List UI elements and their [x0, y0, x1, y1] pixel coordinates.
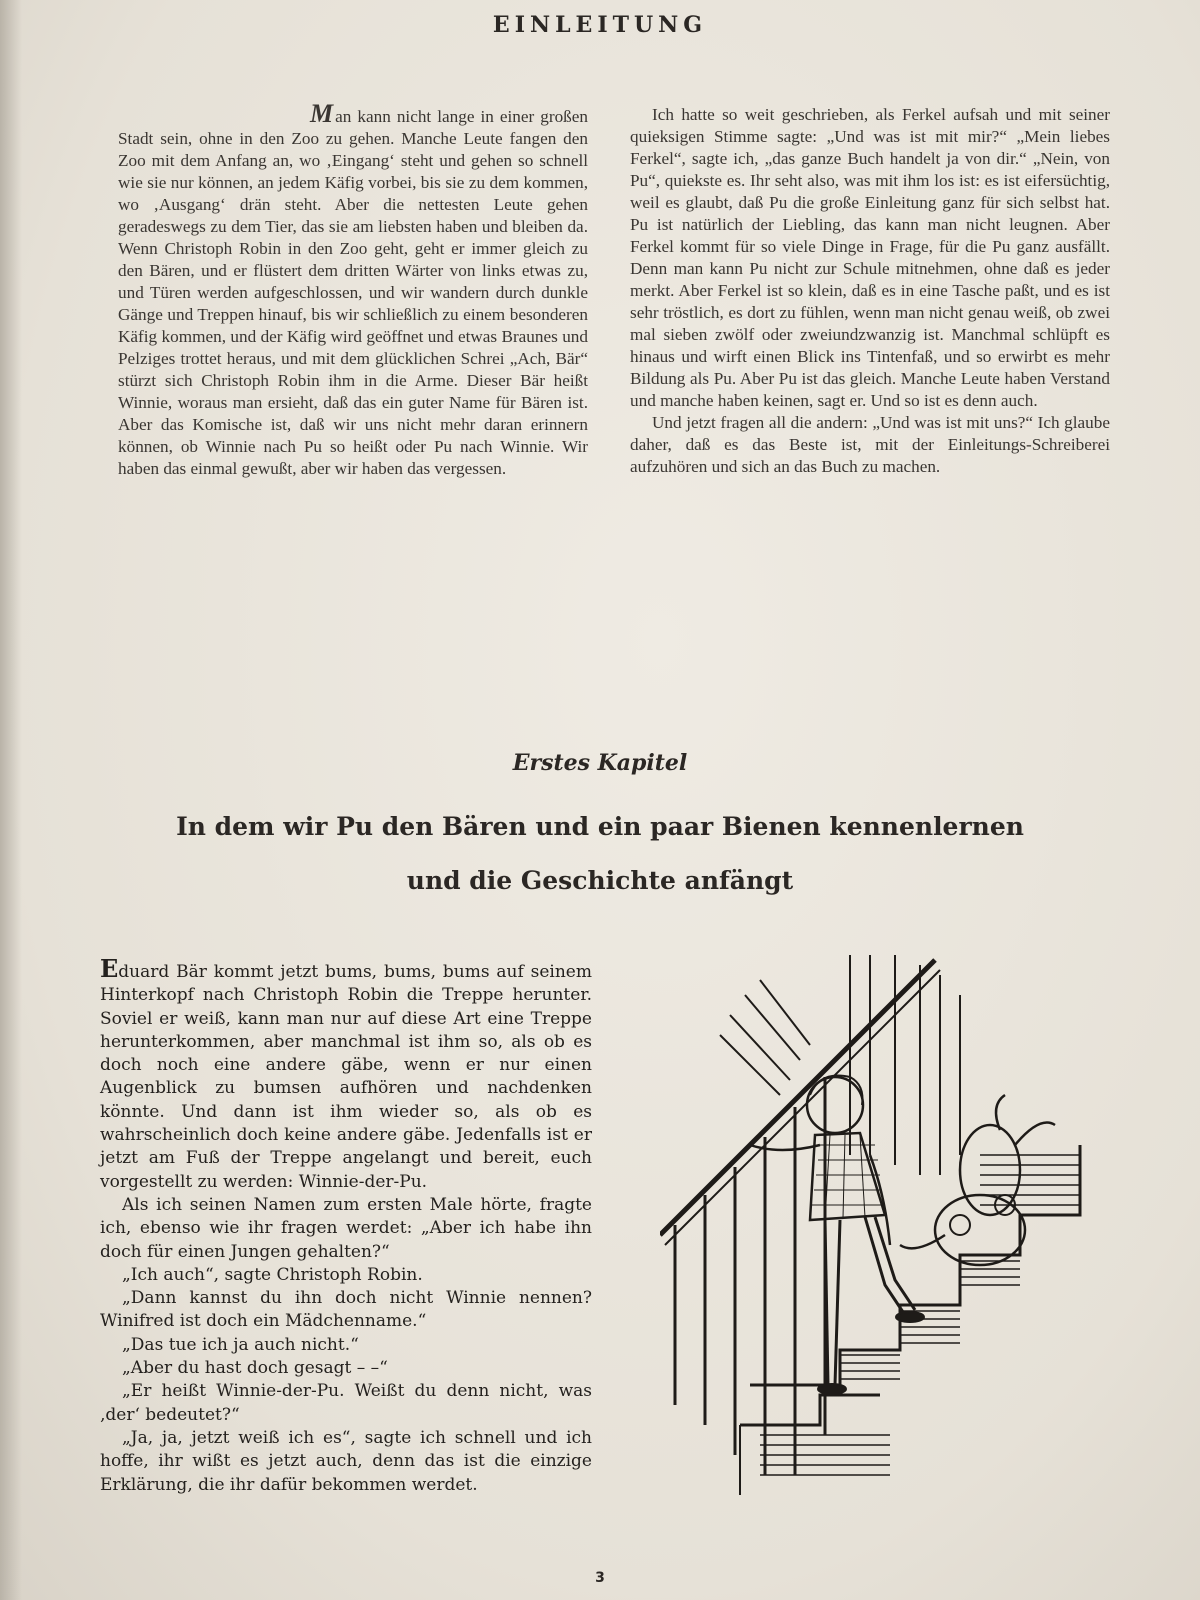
staircase-boy-bear-illustration: [660, 955, 1110, 1515]
chapter-paragraph: „Das tue ich ja auch nicht.“: [122, 1334, 359, 1355]
chapter-title-line: und die Geschichte anfängt: [406, 866, 794, 895]
chapter-paragraph: „Er heißt Winnie-der-Pu. Weißt du denn nicht, was ‚der‘ bedeutet?“: [100, 1381, 592, 1425]
intro-paragraph: Und jetzt fragen all die andern: „Und was ist mit uns?“ Ich glaube daher, daß es das Beste ist, mit der Einleitungs-Schreiberei aufzuhören und sich an das Buch zu machen.: [630, 413, 1110, 476]
chapter-paragraph: [100, 954, 592, 1194]
intro-paragraph: [118, 99, 588, 480]
chapter-label: Erstes Kapitel: [512, 750, 688, 776]
chapter-paragraph-text: duard Bär kommt jetzt bums, bums, bums auf seinem Hinterkopf nach Christoph Robin die Treppe herunter. Soviel er weiß, kann man nur auf diese Art eine Treppe herunterkommen, aber manchmal ist ihm so, als ob es doch noch eine andere gäbe, wenn er nur einen Augenblick zu bumsen aufhören und nachdenken könnte. Und dann ist ihm wieder so, als ob es wahrscheinlich doch keine andere gäbe. Jedenfalls ist er jetzt am Fuß der Treppe angelangt und bereit, euch vorgestellt zu werden: Winnie-der-Pu.: [100, 962, 592, 1192]
intro-column-right: [630, 104, 1110, 478]
chapter-text: [100, 954, 592, 1497]
page-edge-shadow: [0, 0, 22, 1600]
page-number: 3: [595, 1570, 605, 1586]
intro-text: an kann nicht lange in einer großen Stadt sein, ohne in den Zoo zu gehen. Manche Leute fangen den Zoo mit dem Anfang an, wo ‚Eingang‘ steht und gehen so schnell wie sie nur können, an jedem Käfig vorbei, bis sie zu dem kommen, wo ‚Ausgang‘ drän steht. Aber die nettesten Leute gehen geradeswegs zu dem Tier, das sie am liebsten haben und bleiben da. Wenn Christoph Robin in den Zoo geht, geht er immer gleich zu den Bären, und er flüstert dem dritten Wärter von links etwas zu, und Türen werden aufgeschlossen, und wir wandern durch dunkle Gänge und Treppen hinauf, bis wir schließlich zu einem besonderen Käfig kommen, und der Käfig wird geöffnet und etwas Braunes und Pelziges trottet heraus, und mit dem glücklichen Schrei „Ach, Bär“ stürzt sich Christoph Robin ihm in die Arme. Dieser Bär heißt Winnie, woraus man ersieht, daß das ein guter Name für Bären ist. Aber das Komische ist, daß wir uns nicht mehr daran erinnern können, ob Winnie nach Pu so heißt oder Pu nach Winnie. Wir haben das einmal gewußt, aber wir haben das vergessen.: [118, 107, 588, 478]
intro-paragraph: Ich hatte so weit geschrieben, als Ferkel aufsah und mit seiner quieksigen Stimme sagte: „Und was ist mit mir?“ „Mein liebes Ferkel“, sagte ich, „das ganze Buch handelt ja von dir.“ „Nein, von Pu“, quiekste es. Ihr seht also, was mit ihm los ist: es ist eifersüchtig, weil es glaubt, daß Pu die große Einleitung ganz für sich selbst hat. Pu ist natürlich der Liebling, das kann man nicht leugnen. Aber Ferkel kommt für so viele Dinge in Frage, für die Pu ganz ausfällt. Denn man kann Pu nicht zur Schule mitnehmen, ohne daß es jeder merkt. Aber Ferkel ist so klein, daß es in eine Tasche paßt, und es ist sehr tröstlich, es dort zu fühlen, wenn man nicht genau weiß, ob zwei mal sieben zwölf oder zweiundzwanzig ist. Manchmal schlüpft es hinaus und wirft einen Blick ins Tintenfaß, und so erwirbt es mehr Bildung als Pu. Aber Pu ist das gleich. Manche Leute haben Verstand und manche haben keinen, sagt er. Und so ist es denn auch.: [630, 105, 1110, 410]
intro-column-left: [118, 99, 588, 480]
chapter-paragraph: „Dann kannst du ihn doch nicht Winnie nennen? Winifred ist doch ein Mädchenname.“: [100, 1288, 592, 1332]
chapter-paragraph: „Ich auch“, sagte Christoph Robin.: [122, 1264, 423, 1285]
drop-cap: E: [100, 954, 119, 983]
chapter-paragraph: „Ja, ja, jetzt weiß ich es“, sagte ich schnell und ich hoffe, ihr wißt es jetzt auch, denn das ist die einzige Erklärung, die ihr dafür bekommen werdet.: [100, 1427, 592, 1495]
chapter-title: [100, 800, 1100, 908]
chapter-paragraph: „Aber du hast doch gesagt – –“: [122, 1358, 388, 1379]
chapter-paragraph: Als ich seinen Namen zum ersten Male hörte, fragte ich, ebenso wie ihr fragen werdet: „Aber ich habe ihn doch für einen Jungen gehalten?“: [100, 1194, 592, 1262]
chapter-title-line: In dem wir Pu den Bären und ein paar Bienen kennenlernen: [176, 812, 1024, 841]
drop-cap: M: [310, 99, 334, 128]
running-head: EINLEITUNG: [492, 12, 708, 38]
